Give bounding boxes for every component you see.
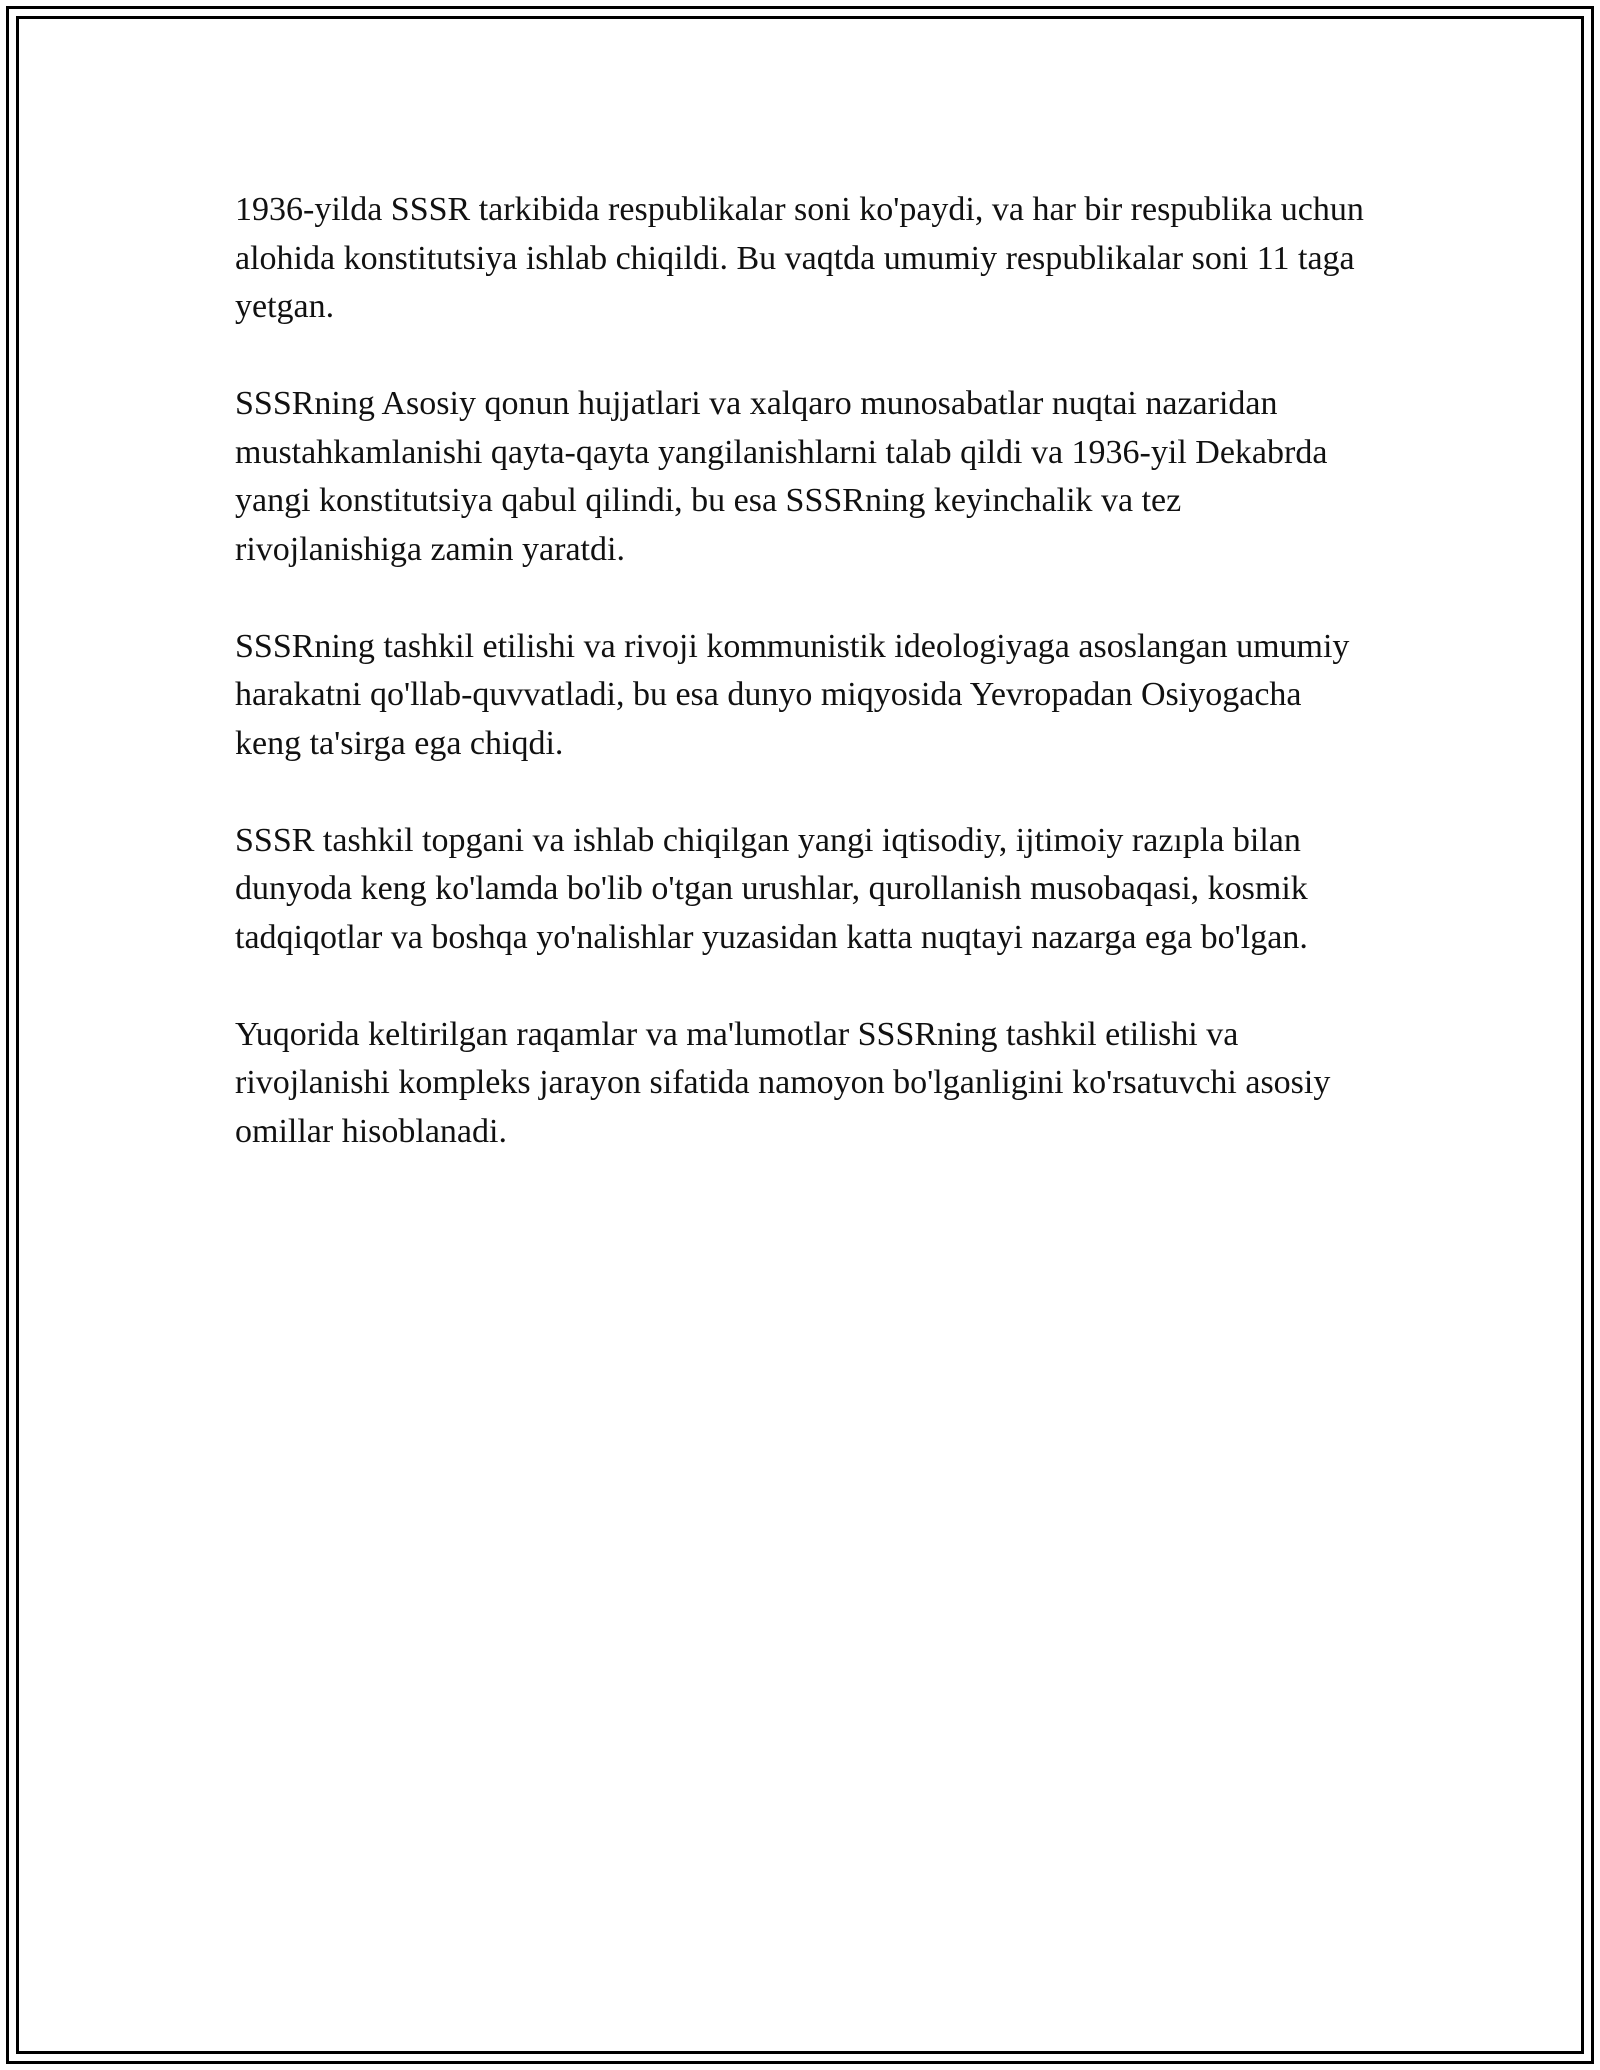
paragraph-2: SSSRning Asosiy qonun hujjatlari va xalqaro munosabatlar nuqtai nazaridan mustahkamlanishi qayta-qayta yangilanishlarni talab qildi va 1936-yil Dekabrda yangi konstitutsiya qabul qilindi, bu esa SSSRning keyinchalik va tez rivojlanishiga zamin yaratdi. <box>235 385 1328 568</box>
paragraph-1: 1936-yilda SSSR tarkibida respublikalar soni ko'paydi, va har bir respublika uchun alohida konstitutsiya ishlab chiqildi. Bu vaqtda umumiy respublikalar soni 11 taga yetgan. <box>235 191 1364 325</box>
paragraph-3: SSSRning tashkil etilishi va rivoji kommunistik ideologiyaga asoslangan umumiy harakatni qo'llab-quvvatladi, bu esa dunyo miqyosida Yevropadan Osiyogacha keng ta'sirga ega chiqdi. <box>235 627 1350 762</box>
paragraph-4: SSSR tashkil topgani va ishlab chiqilgan yangi iqtisodiy, ijtimoiy razıpla bilan dunyoda keng ko'lamda bo'lib o'tgan urushlar, qurollanish musobaqasi, kosmik tadqiqotlar va boshqa yo'nalishlar yuzasidan katta nuqtayi nazarga ega bo'lgan. <box>235 821 1308 956</box>
document-body <box>235 186 1375 1205</box>
paragraph-5: Yuqorida keltirilgan raqamlar va ma'lumotlar SSSRning tashkil etilishi va rivojlanishi kompleks jarayon sifatida namoyon bo'lganligini ko'rsatuvchi asosiy omillar hisoblanadi. <box>235 1015 1331 1150</box>
